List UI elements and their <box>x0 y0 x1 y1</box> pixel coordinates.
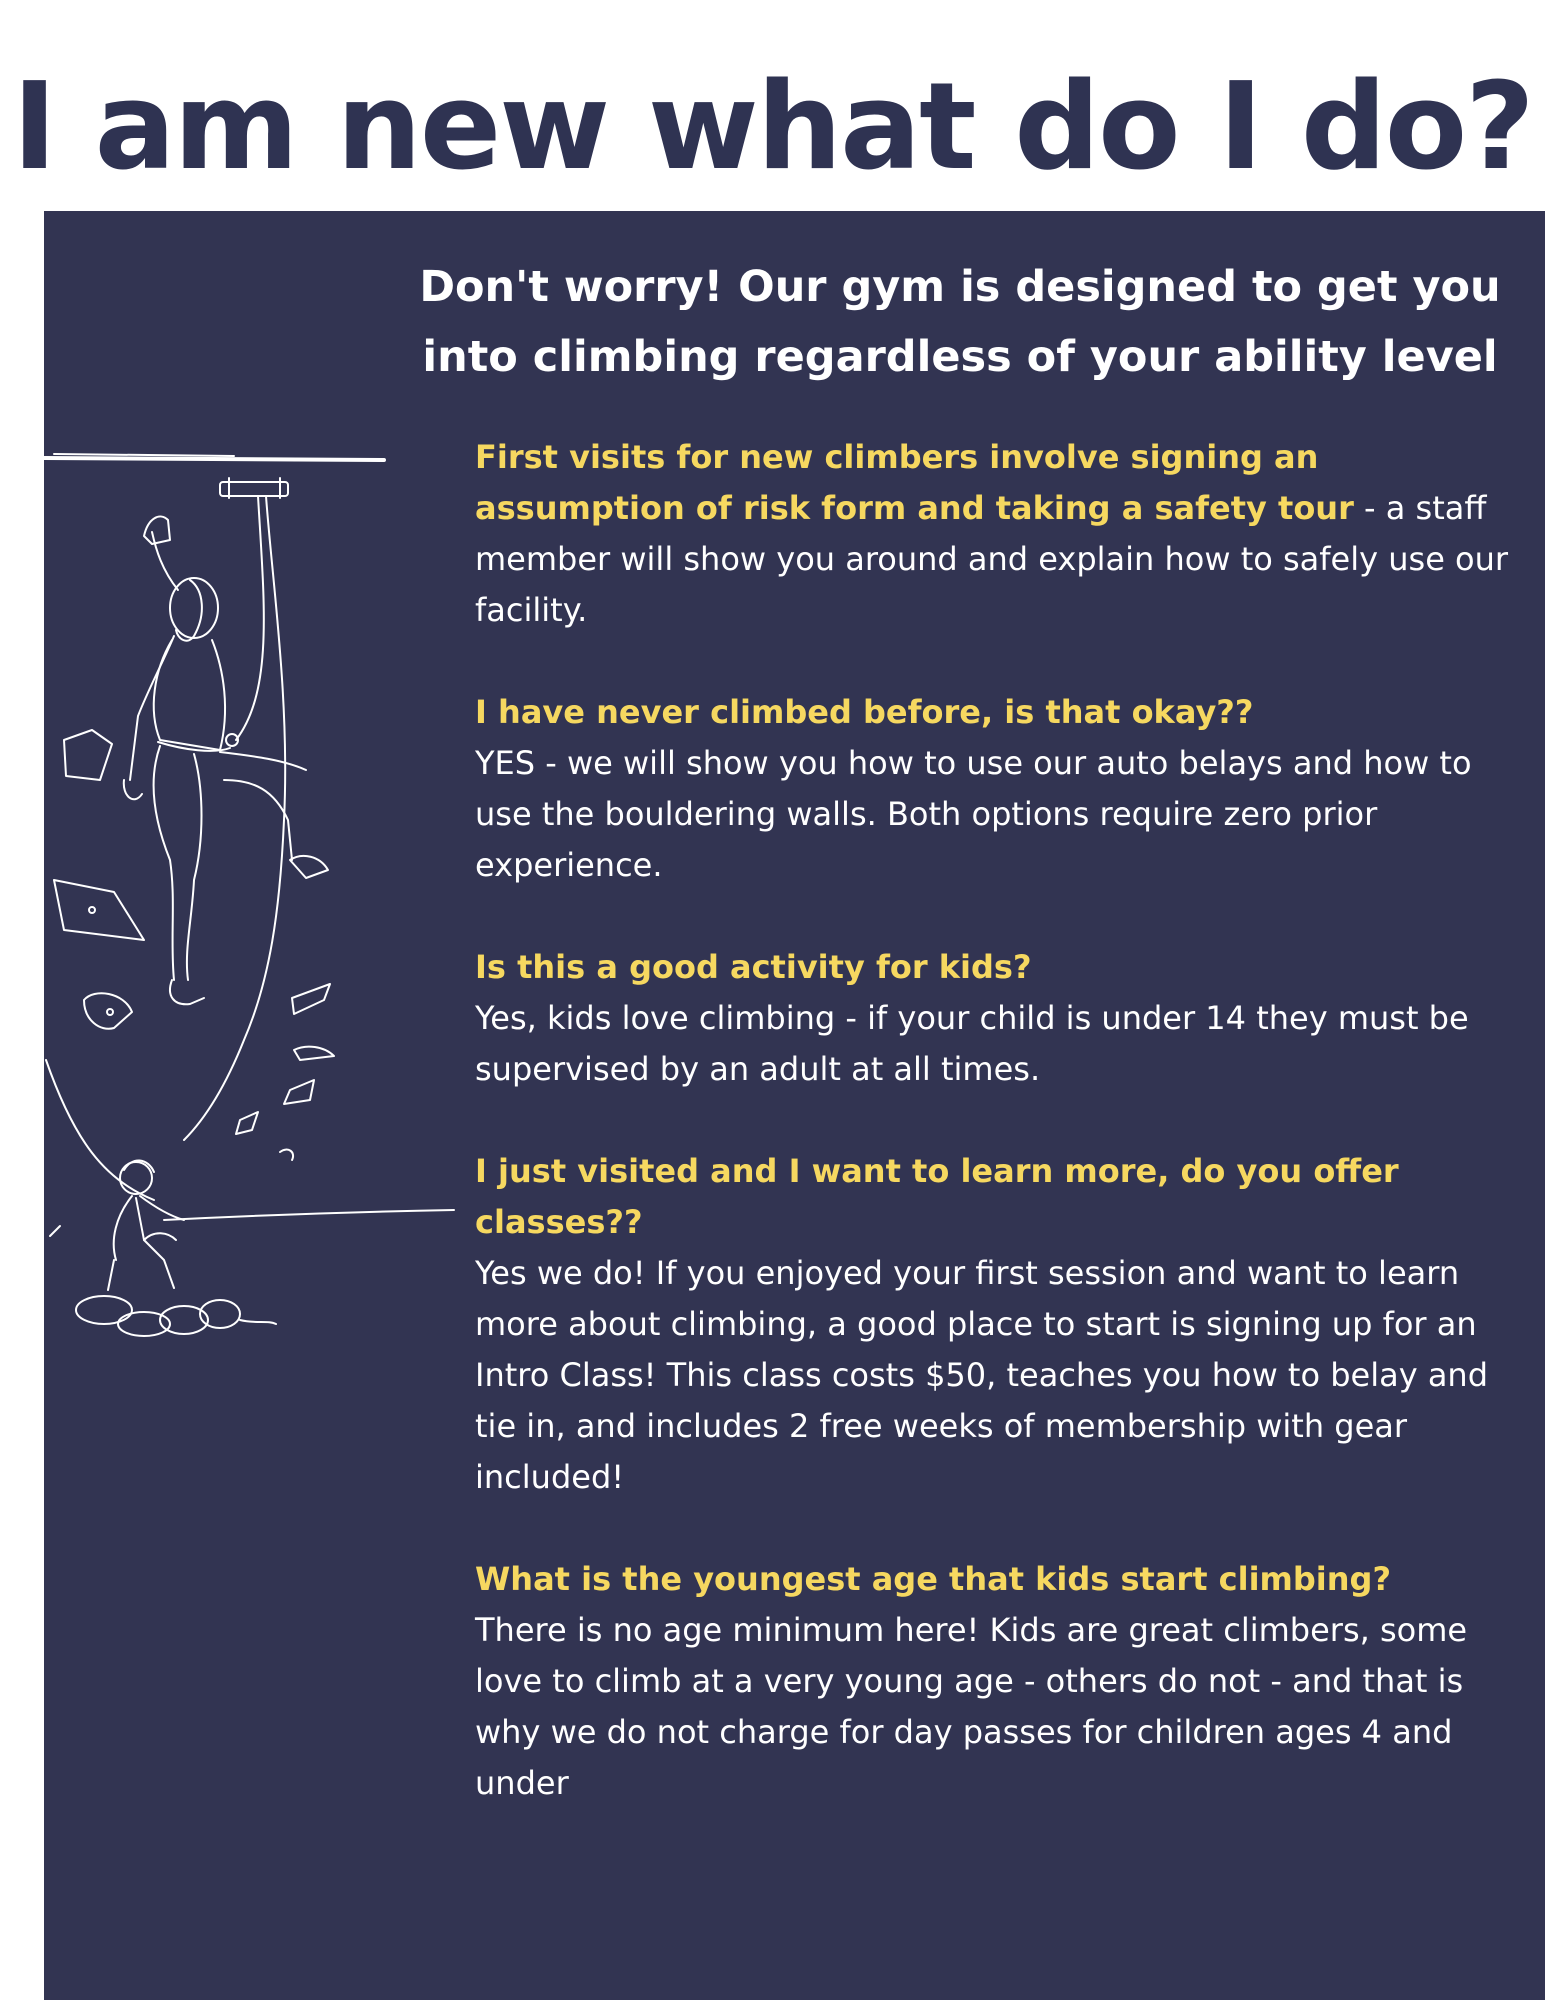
rock-climber-illustration-icon <box>44 440 464 1360</box>
faq-list <box>475 432 1515 1860</box>
intro-subtitle: Don't worry! Our gym is designed to get you into climbing regardless of your ability level <box>419 262 1501 382</box>
faq-answer: YES - we will show you how to use our auto belays and how to use the bouldering walls. Both options require zero prior experience. <box>475 744 1472 884</box>
faq-item <box>475 942 1515 1095</box>
page-title: I am new what do I do? <box>12 58 1533 197</box>
faq-item <box>475 432 1515 636</box>
faq-answer: There is no age minimum here! Kids are great climbers, some love to climb at a very young age - others do not - and that is why we do not charge for day passes for children ages 4 and under <box>475 1611 1468 1802</box>
faq-item <box>475 687 1515 891</box>
faq-question: First visits for new climbers involve signing an assumption of risk form and taking a safety tour <box>475 438 1354 527</box>
faq-item <box>475 1146 1515 1503</box>
faq-answer: Yes, kids love climbing - if your child is under 14 they must be supervised by an adult at all times. <box>475 999 1469 1088</box>
faq-question: I have never climbed before, is that okay?? <box>475 693 1254 731</box>
faq-item <box>475 1554 1515 1809</box>
faq-answer: - a staff member will show you around and explain how to safely use our facility. <box>475 489 1509 629</box>
faq-question: I just visited and I want to learn more, do you offer classes?? <box>475 1152 1399 1241</box>
faq-question: Is this a good activity for kids? <box>475 948 1032 986</box>
faq-question: What is the youngest age that kids start climbing? <box>475 1560 1392 1598</box>
faq-answer: Yes we do! If you enjoyed your first session and want to learn more about climbing, a good place to start is signing up for an Intro Class! This class costs $50, teaches you how to belay and tie in, and includes 2 free weeks of membership with gear included! <box>475 1254 1489 1496</box>
